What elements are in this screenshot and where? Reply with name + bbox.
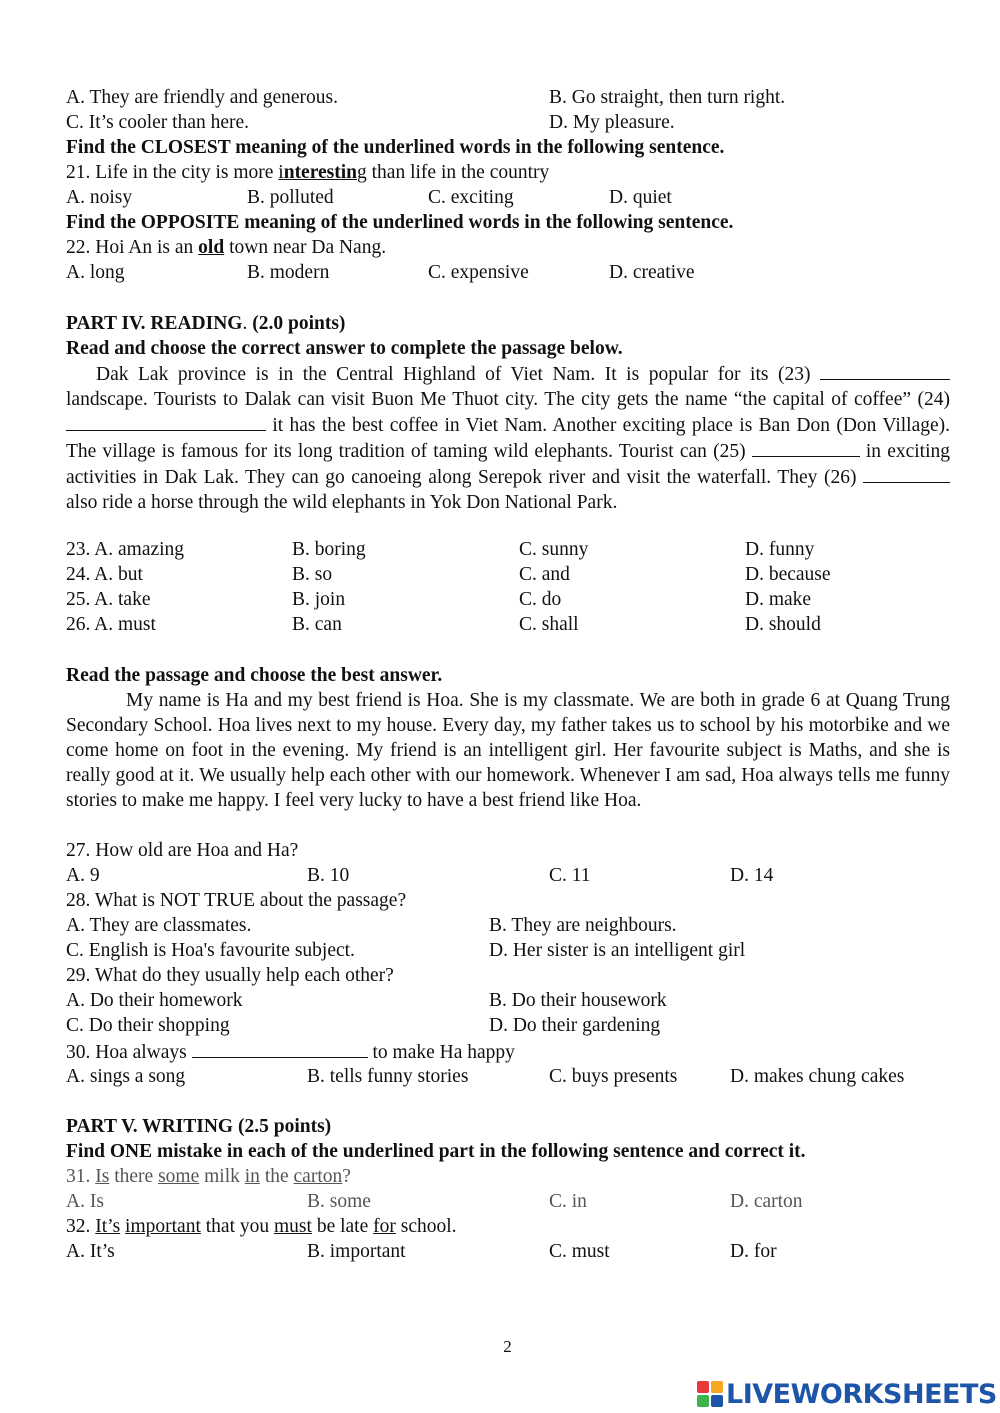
part4-instruction-2: Read the passage and choose the best answer. [66, 665, 443, 686]
q27-question: 27. How old are Hoa and Ha? [66, 840, 299, 861]
q28-option-d[interactable]: D. Her sister is an intelligent girl [489, 940, 746, 961]
q21-option-a[interactable]: A. noisy [66, 187, 133, 208]
q25-option-c[interactable]: C. do [519, 589, 562, 610]
q25-option-b[interactable]: B. join [292, 589, 346, 610]
blank-30[interactable] [192, 1039, 368, 1058]
q24-option-b[interactable]: B. so [292, 564, 333, 585]
blank-26[interactable] [863, 464, 950, 483]
page-number: 2 [503, 1337, 512, 1356]
q32-option-b[interactable]: B. important [307, 1241, 406, 1262]
q28-option-c[interactable]: C. English is Hoa's favourite subject. [66, 940, 355, 961]
liveworksheets-icon [697, 1381, 723, 1407]
q26-option-b[interactable]: B. can [292, 614, 342, 635]
q32-option-d[interactable]: D. for [730, 1241, 777, 1262]
q24-option-c[interactable]: C. and [519, 564, 570, 585]
q26-option-d[interactable]: D. should [745, 614, 821, 635]
closest-instruction: Find the CLOSEST meaning of the underlined words in the following sentence. [66, 137, 725, 158]
part4-title: PART IV. READING. (2.0 points) [66, 313, 346, 334]
q25-option-d[interactable]: D. make [745, 589, 812, 610]
q21-option-c[interactable]: C. exciting [428, 187, 514, 208]
q29-option-c[interactable]: C. Do their shopping [66, 1015, 230, 1036]
passage-1: Dak Lak province is in the Central Highland of Viet Nam. It is popular for its (23) landscape. Tourists to Dalak can visit Buon Me Thuot city. The city gets the name “the capital of coffee” (24) it has the best coffee in Viet Nam. Another exciting place is Ban Don (Don Village). The village is famous for its long tradition of taming wild elephants. Tourist can (25) in exciting activities in Dak Lak. They can go canoeing along Serepok river and visit the waterfall. They (26) also ride a horse through the wild elephants in Yok Don National Park. [66, 361, 950, 515]
q31-option-b[interactable]: B. some [307, 1191, 371, 1212]
part4-instruction-1: Read and choose the correct answer to complete the passage below. [66, 338, 623, 359]
q27-option-c[interactable]: C. 11 [549, 865, 591, 886]
blank-24[interactable] [66, 412, 266, 431]
q23-option-a[interactable]: 23. A. amazing [66, 539, 185, 560]
q27-option-d[interactable]: D. 14 [730, 865, 774, 886]
blank-23[interactable] [820, 361, 950, 380]
q29-question: 29. What do they usually help each other? [66, 965, 394, 986]
q22-question: 22. Hoi An is an old town near Da Nang. [66, 237, 387, 258]
q24-option-a[interactable]: 24. A. but [66, 564, 143, 585]
logo-text: LIVEWORKSHEETS [726, 1378, 997, 1410]
q20-option-c[interactable]: C. It’s cooler than here. [66, 112, 250, 133]
q20-option-b[interactable]: B. Go straight, then turn right. [549, 87, 786, 108]
q25-option-a[interactable]: 25. A. take [66, 589, 151, 610]
q20-option-d[interactable]: D. My pleasure. [549, 112, 675, 133]
q22-option-c[interactable]: C. expensive [428, 262, 529, 283]
q23-option-d[interactable]: D. funny [745, 539, 815, 560]
q31-question: 31. Is there some milk in the carton? [66, 1166, 351, 1187]
q21-question: 21. Life in the city is more interesting than life in the country [66, 162, 550, 183]
q28-option-b[interactable]: B. They are neighbours. [489, 915, 677, 936]
q27-option-a[interactable]: A. 9 [66, 865, 100, 886]
q29-option-d[interactable]: D. Do their gardening [489, 1015, 661, 1036]
q23-option-c[interactable]: C. sunny [519, 539, 589, 560]
q23-option-b[interactable]: B. boring [292, 539, 366, 560]
q20-option-a[interactable]: A. They are friendly and generous. [66, 87, 339, 108]
opposite-instruction: Find the OPPOSITE meaning of the underlined words in the following sentence. [66, 212, 734, 233]
part5-title: PART V. WRITING (2.5 points) [66, 1116, 332, 1137]
q30-option-d[interactable]: D. makes chung cakes [730, 1066, 905, 1087]
q28-option-a[interactable]: A. They are classmates. [66, 915, 252, 936]
q24-option-d[interactable]: D. because [745, 564, 831, 585]
liveworksheets-logo[interactable] [697, 1378, 997, 1410]
q30-option-a[interactable]: A. sings a song [66, 1066, 186, 1087]
q28-question: 28. What is NOT TRUE about the passage? [66, 890, 407, 911]
q22-option-a[interactable]: A. long [66, 262, 125, 283]
blank-25[interactable] [752, 438, 860, 457]
q22-option-d[interactable]: D. creative [609, 262, 695, 283]
q30-option-b[interactable]: B. tells funny stories [307, 1066, 469, 1087]
q32-option-a[interactable]: A. It’s [66, 1241, 115, 1262]
q29-option-a[interactable]: A. Do their homework [66, 990, 243, 1011]
part5-instruction: Find ONE mistake in each of the underlined part in the following sentence and correct it. [66, 1141, 806, 1162]
q32-question: 32. It’s important that you must be late for school. [66, 1216, 457, 1237]
q26-option-a[interactable]: 26. A. must [66, 614, 156, 635]
q27-option-b[interactable]: B. 10 [307, 865, 350, 886]
q31-option-a[interactable]: A. Is [66, 1191, 104, 1212]
q26-option-c[interactable]: C. shall [519, 614, 579, 635]
q29-option-b[interactable]: B. Do their housework [489, 990, 667, 1011]
q31-option-c[interactable]: C. in [549, 1191, 587, 1212]
passage-2: My name is Ha and my best friend is Hoa. She is my classmate. We are both in grade 6 at Quang Trung Secondary School. Hoa lives next to my house. Every day, my father takes us to school by his motorbike and we come home on foot in the evening. My friend is an intelligent girl. Her favourite subject is Maths, and she is really good at it. We usually help each other with our homework. Whenever I am sad, Hoa always tells me funny stories to make me happy. I feel very lucky to have a best friend like Hoa. [66, 690, 950, 811]
q21-option-b[interactable]: B. polluted [247, 187, 334, 208]
q22-option-b[interactable]: B. modern [247, 262, 330, 283]
q30-question: 30. Hoa always to make Ha happy [66, 1039, 515, 1064]
q31-option-d[interactable]: D. carton [730, 1191, 803, 1212]
q32-option-c[interactable]: C. must [549, 1241, 610, 1262]
q30-option-c[interactable]: C. buys presents [549, 1066, 678, 1087]
q21-option-d[interactable]: D. quiet [609, 187, 672, 208]
